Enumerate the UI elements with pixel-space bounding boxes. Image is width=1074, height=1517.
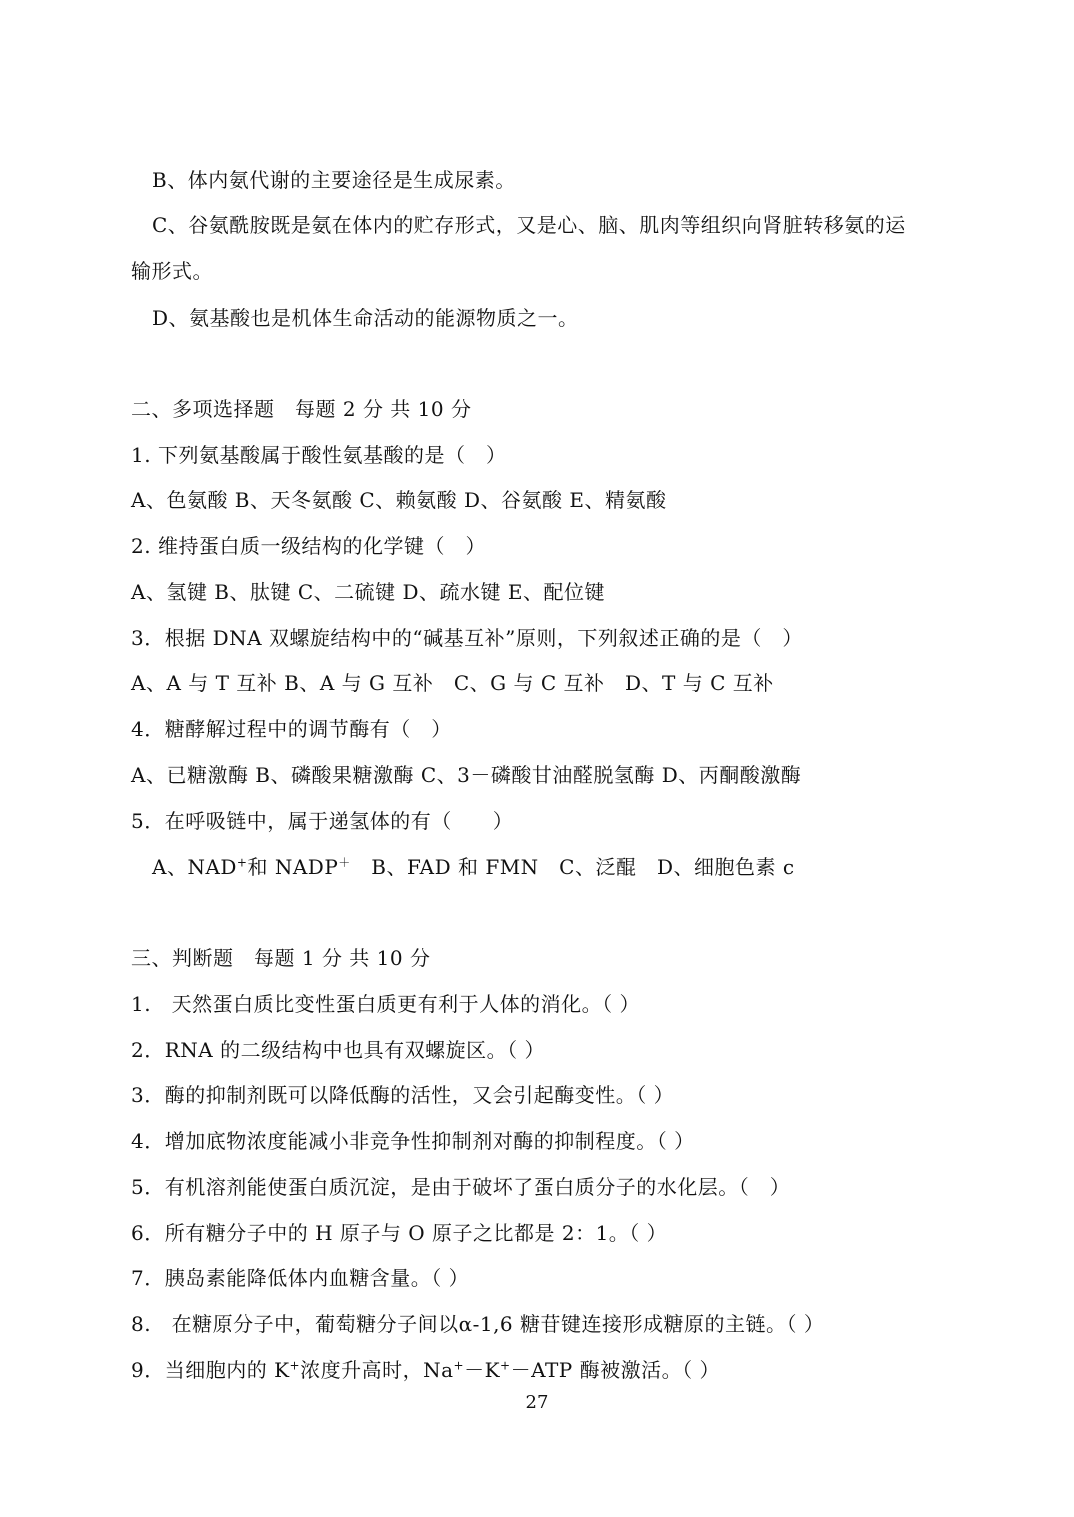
q5-superscript-2: ＋ [338,855,351,870]
tf-item-9-part1: 9．当细胞内的 K [131,1358,290,1382]
mc-question-3: 3．根据 DNA 双螺旋结构中的“碱基互补”原则，下列叙述正确的是（ ） [131,626,803,650]
tf-item-4: 4．增加底物浓度能减小非竞争性抑制剂对酶的抑制程度。（ ） [131,1129,695,1153]
mc-question-3-options: A、A 与 T 互补 B、A 与 G 互补 C、G 与 C 互补 D、T 与 C 互补 [131,671,774,695]
tf-item-9-part4: －ATP 酶被激活。（ ） [510,1358,720,1382]
tf-item-5: 5．有机溶剂能使蛋白质沉淀，是由于破坏了蛋白质分子的水化层。（ ） [131,1175,791,1199]
section2-heading: 二、多项选择题 每题 2 分 共 10 分 [131,397,472,421]
option-c-text-line2: 输形式。 [131,259,213,283]
tf-item-3: 3．酶的抑制剂既可以降低酶的活性，又会引起酶变性。（ ） [131,1083,675,1107]
mc-question-1: 1. 下列氨基酸属于酸性氨基酸的是（ ） [131,443,507,467]
mc-question-5: 5．在呼吸链中，属于递氢体的有（ ） [131,809,514,833]
option-d-text: D、氨基酸也是机体生命活动的能源物质之一。 [152,306,579,330]
mc-question-2-options: A、氢键 B、肽键 C、二硫键 D、疏水键 E、配位键 [131,580,606,604]
mc-question-4-options: A、已糖激酶 B、磷酸果糖激酶 C、3－磷酸甘油醛脱氢酶 D、丙酮酸激酶 [131,763,802,787]
tf-item-9-part3: －K [464,1358,501,1382]
option-c-text-line1: C、谷氨酰胺既是氨在体内的贮存形式，又是心、脑、肌肉等组织向肾脏转移氨的运 [152,213,906,237]
tf-item-9 [131,1356,720,1384]
mc-question-4: 4．糖酵解过程中的调节酶有（ ） [131,717,452,741]
q5-option-a-part2: 和 NADP [247,855,339,879]
mc-question-2: 2. 维持蛋白质一级结构的化学键（ ） [131,534,486,558]
option-b-text: B、体内氨代谢的主要途径是生成尿素。 [152,168,516,192]
tf-item-2: 2．RNA 的二级结构中也具有双螺旋区。（ ） [131,1038,545,1062]
page-number: 27 [525,1392,549,1413]
tf-item-9-part2: 浓度升高时，Na [300,1358,454,1382]
q5-options-rest: B、FAD 和 FMN C、泛醌 D、细胞色素 c [350,855,795,879]
tf-item-6: 6．所有糖分子中的 H 原子与 O 原子之比都是 2：1。（ ） [131,1221,668,1245]
tf-item-9-sup1: + [289,1358,301,1373]
q5-option-a-part1: A、NAD [152,855,237,879]
tf-item-1: 1. 天然蛋白质比变性蛋白质更有利于人体的消化。（ ） [131,992,640,1016]
tf-item-9-sup3: + [500,1358,511,1373]
tf-item-9-sup2: + [453,1358,465,1373]
mc-question-5-options [152,853,795,881]
q5-superscript-1: + [236,855,248,870]
section3-heading: 三、判断题 每题 1 分 共 10 分 [131,946,431,970]
tf-item-7: 7．胰岛素能降低体内血糖含量。（ ） [131,1266,470,1290]
mc-question-1-options: A、色氨酸 B、天冬氨酸 C、赖氨酸 D、谷氨酸 E、精氨酸 [131,488,667,512]
tf-item-8: 8. 在糖原分子中，葡萄糖分子间以α-1,6 糖苷键连接形成糖原的主链。（ ） [131,1312,825,1336]
